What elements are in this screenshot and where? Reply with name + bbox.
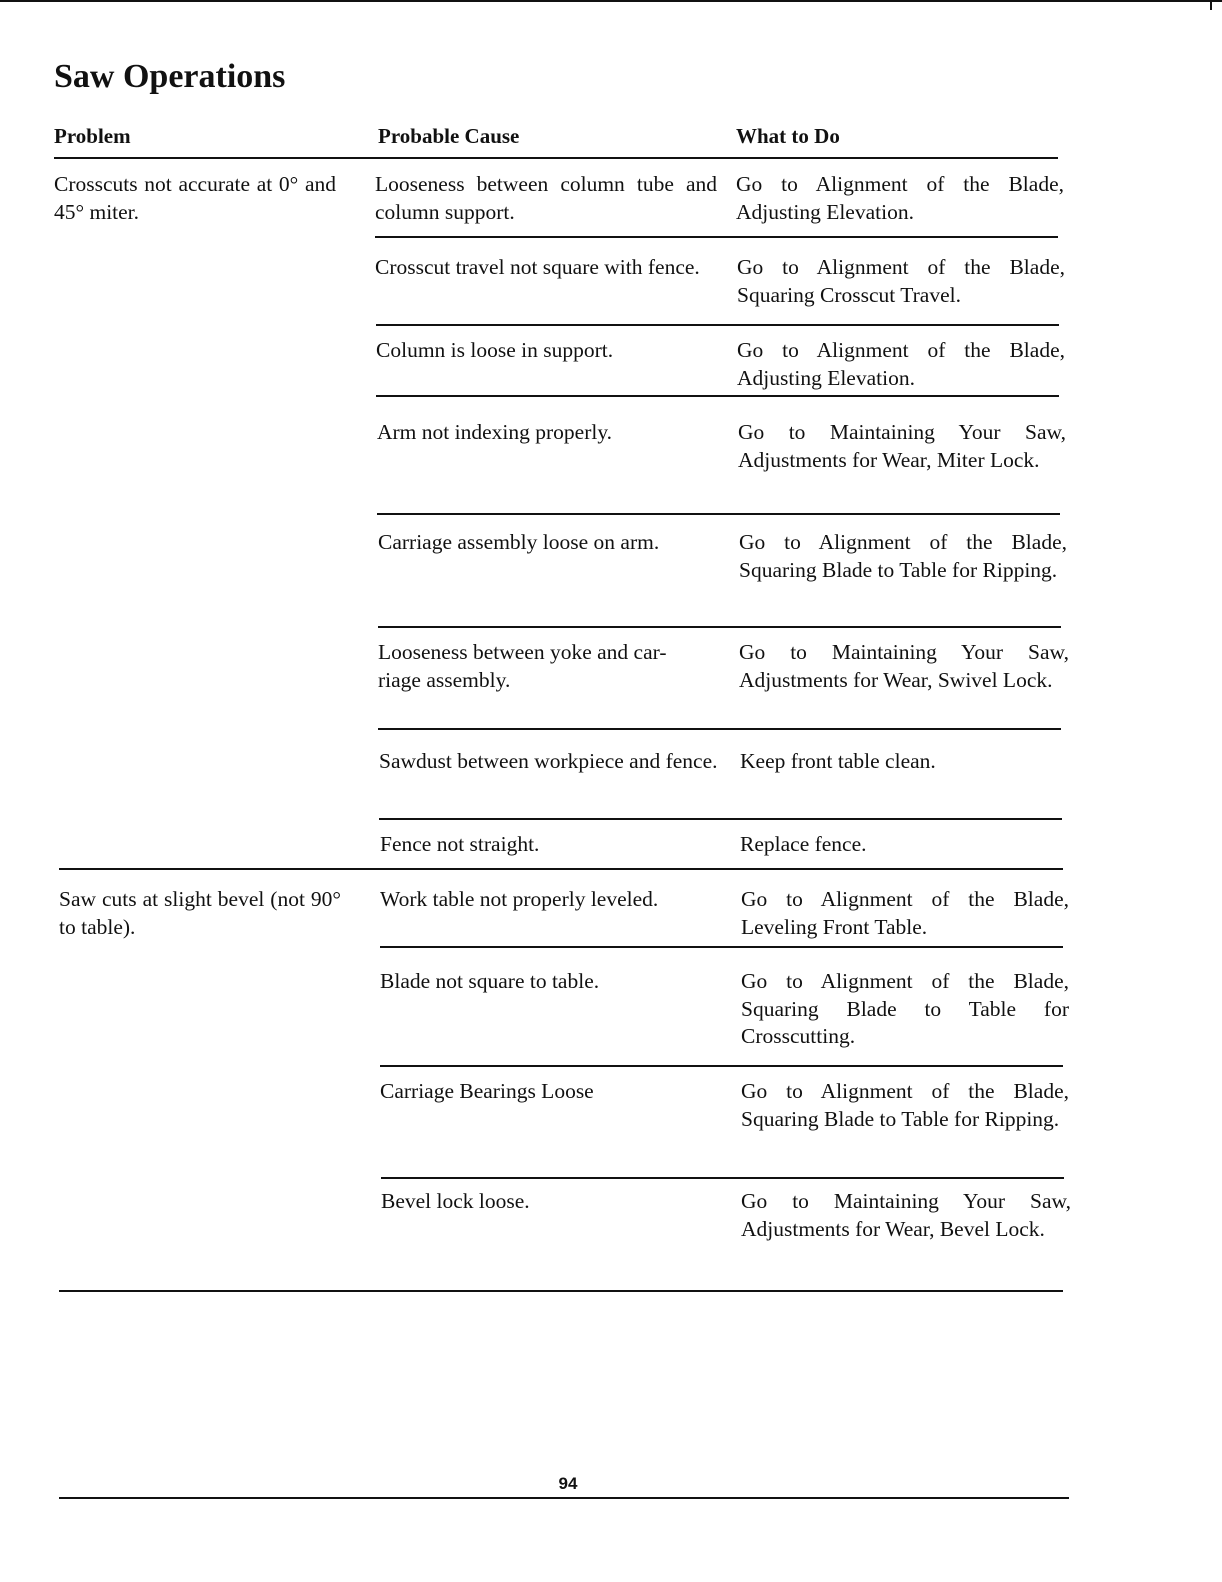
page-right-border bbox=[1210, 0, 1212, 10]
row-divider bbox=[380, 946, 1063, 948]
page-number: 94 bbox=[558, 1474, 578, 1493]
row-divider bbox=[378, 728, 1061, 730]
table-bottom-rule bbox=[59, 1290, 1063, 1292]
action-cell: Go to Maintaining Your Saw, Adjustments for Wear, Swivel Lock. bbox=[739, 640, 1069, 692]
cause-cell: Sawdust between workpiece and fence. bbox=[379, 749, 718, 773]
cause-cell: Carriage Bearings Loose bbox=[380, 1079, 594, 1103]
cause-cell: Carriage assembly loose on arm. bbox=[378, 530, 660, 554]
problem-cell: Crosscuts not accurate at 0° and 45° miter. bbox=[54, 172, 336, 224]
row-divider bbox=[376, 395, 1059, 397]
row-divider bbox=[380, 1065, 1063, 1067]
page-title: Saw Operations bbox=[54, 58, 286, 95]
column-header-problem: Problem bbox=[54, 124, 131, 148]
page-top-border bbox=[0, 0, 1222, 2]
action-cell: Go to Alignment of the Blade, Squaring Crosscut Travel. bbox=[737, 255, 1065, 307]
row-divider bbox=[381, 1177, 1064, 1179]
action-cell: Go to Maintaining Your Saw, Adjustments for Wear, Bevel Lock. bbox=[741, 1189, 1071, 1241]
cause-cell: Arm not indexing properly. bbox=[377, 420, 613, 444]
cause-cell: Looseness between yoke and car- riage assembly. bbox=[378, 640, 667, 692]
action-cell: Replace fence. bbox=[740, 832, 867, 856]
action-cell: Go to Alignment of the Blade, Adjusting Elevation. bbox=[736, 172, 1064, 224]
action-cell: Go to Maintaining Your Saw, Adjustments for Wear, Miter Lock. bbox=[738, 420, 1066, 472]
action-cell: Go to Alignment of the Blade, Squaring Blade to Table for Ripping. bbox=[741, 1079, 1069, 1131]
header-rule bbox=[54, 157, 1058, 159]
column-header-what-to-do: What to Do bbox=[736, 124, 840, 148]
row-divider bbox=[378, 626, 1061, 628]
cause-cell: Fence not straight. bbox=[380, 832, 540, 856]
row-divider bbox=[375, 236, 1058, 238]
footer-rule bbox=[59, 1497, 1069, 1499]
action-cell: Go to Alignment of the Blade, Leveling Front Table. bbox=[741, 887, 1069, 939]
action-cell: Go to Alignment of the Blade, Adjusting Elevation. bbox=[737, 338, 1065, 390]
cause-cell: Blade not square to table. bbox=[380, 969, 600, 993]
column-header-probable-cause: Probable Cause bbox=[378, 124, 520, 148]
problem-cell: Saw cuts at slight bevel (not 90° to table). bbox=[59, 887, 341, 939]
group-divider bbox=[59, 868, 1063, 870]
row-divider bbox=[376, 324, 1059, 326]
cause-cell: Bevel lock loose. bbox=[381, 1189, 530, 1213]
action-cell: Keep front table clean. bbox=[740, 749, 936, 773]
row-divider bbox=[379, 818, 1062, 820]
cause-cell: Crosscut travel not square with fence. bbox=[375, 255, 700, 279]
action-cell: Go to Alignment of the Blade, Squaring Blade to Table for Crosscutting. bbox=[741, 969, 1069, 1048]
cause-cell: Column is loose in support. bbox=[376, 338, 614, 362]
row-divider bbox=[377, 513, 1060, 515]
cause-cell: Looseness between column tube and column support. bbox=[375, 172, 717, 224]
action-cell: Go to Alignment of the Blade, Squaring Blade to Table for Ripping. bbox=[739, 530, 1067, 582]
cause-cell: Work table not properly leveled. bbox=[380, 887, 659, 911]
